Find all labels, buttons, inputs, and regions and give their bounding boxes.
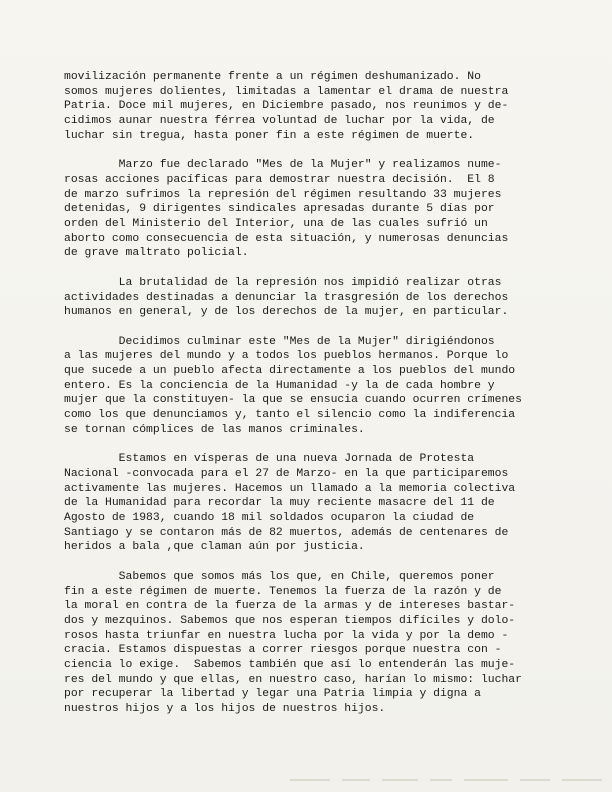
text-line: La brutalidad de la represión nos impidió realizar otras [64,276,502,289]
paragraph-5 [64,452,554,555]
text-line: humanos en general, y de los derechos de la mujer, en particular. [64,306,509,319]
text-line: Patria. Doce mil mujeres, en Diciembre pasado, nos reunimos y de- [64,100,509,113]
text-line: a las mujeres del mundo y a todos los pueblos hermanos. Porque lo [64,350,509,363]
text-line: dos y mezquinos. Sabemos que nos esperan tiempos difíciles y dolo- [64,614,516,627]
text-line: Agosto de 1983, cuando 18 mil soldados ocuparon la ciudad de [64,512,475,525]
text-line: res del mundo y que ellas, en nuestro caso, harían lo mismo: luchar [64,673,522,686]
text-line: la moral en contra de la fuerza de la armas y de intereses bastar- [64,600,516,613]
text-line: Estamos en vísperas de una nueva Jornada de Protesta [64,453,475,466]
text-line: mujer que la constituyen- la que se ensucia cuando ocurren crímenes [64,394,522,407]
text-line: heridos a bala ,que claman aún por justicia. [64,541,365,554]
text-line: Decidimos culminar este "Mes de la Mujer" dirigiéndonos [64,335,495,348]
text-line: actividades destinadas a denunciar la trasgresión de los derechos [64,291,509,304]
text-line: rosas acciones pacíficas para demostrar nuestra decisión. El 8 [64,173,495,186]
paragraph-1 [64,70,554,144]
text-line: de grave maltrato policial. [64,247,249,260]
paragraph-4 [64,335,554,438]
paragraph-2 [64,158,554,261]
text-line: como los que denunciamos y, tanto el silencio como la indiferencia [64,409,516,422]
text-line: cracia. Estamos dispuestas a correr riesgos porque nuestra con - [64,644,502,657]
text-line: Nacional -convocada para el 27 de Marzo- en la que participaremos [64,467,509,480]
text-line: rosos hasta triunfar en nuestra lucha por la vida y por la demo - [64,629,509,642]
document-body [64,70,554,732]
text-line: por recuperar la libertad y legar una Patria limpia y digna a [64,688,481,701]
text-line: aborto como consecuencia de esta situación, y numerosas denuncias [64,232,509,245]
text-line: orden del Ministerio del Interior, una de las cuales sufrió un [64,218,488,231]
text-line: movilización permanente frente a un régimen deshumanizado. No [64,71,481,83]
text-line: activamente las mujeres. Hacemos un llamado a la memoria colectiva [64,482,516,495]
paragraph-3 [64,276,554,320]
text-line: que sucede a un pueblo afecta directamente a los pueblos del mundo [64,365,516,378]
text-line: nuestros hijos y a los hijos de nuestros hijos. [64,703,386,716]
text-line: luchar sin tregua, hasta poner fin a este régimen de muerte. [64,129,475,142]
text-line: fin a este régimen de muerte. Tenemos la fuerza de la razón y de [64,585,502,598]
text-line: detenidas, 9 dirigentes sindicales apresadas durante 5 días por [64,203,495,216]
text-line: Santiago y se contaron más de 82 muertos, además de centenares de [64,526,509,539]
text-line: Sabemos que somos más los que, en Chile, queremos poner [64,570,495,583]
text-line: cidimos aunar nuestra férrea voluntad de luchar por la vida, de [64,115,495,128]
text-line: se tornan cómplices de las manos criminales. [64,423,365,436]
text-line: Marzo fue declarado "Mes de la Mujer" y realizamos nume- [64,159,502,172]
text-line: ciencia lo exige. Sabemos también que así lo entenderán las muje- [64,659,516,672]
text-line: de la Humanidad para recordar la muy reciente masacre del 11 de [64,497,495,510]
paragraph-6 [64,570,554,717]
scan-artifact [290,776,610,786]
text-line: de marzo sufrimos la represión del régimen resultando 33 mujeres [64,188,502,201]
text-line: entero. Es la conciencia de la Humanidad -y la de cada hombre y [64,379,495,392]
text-line: somos mujeres dolientes, limitadas a lamentar el drama de nuestra [64,85,509,98]
